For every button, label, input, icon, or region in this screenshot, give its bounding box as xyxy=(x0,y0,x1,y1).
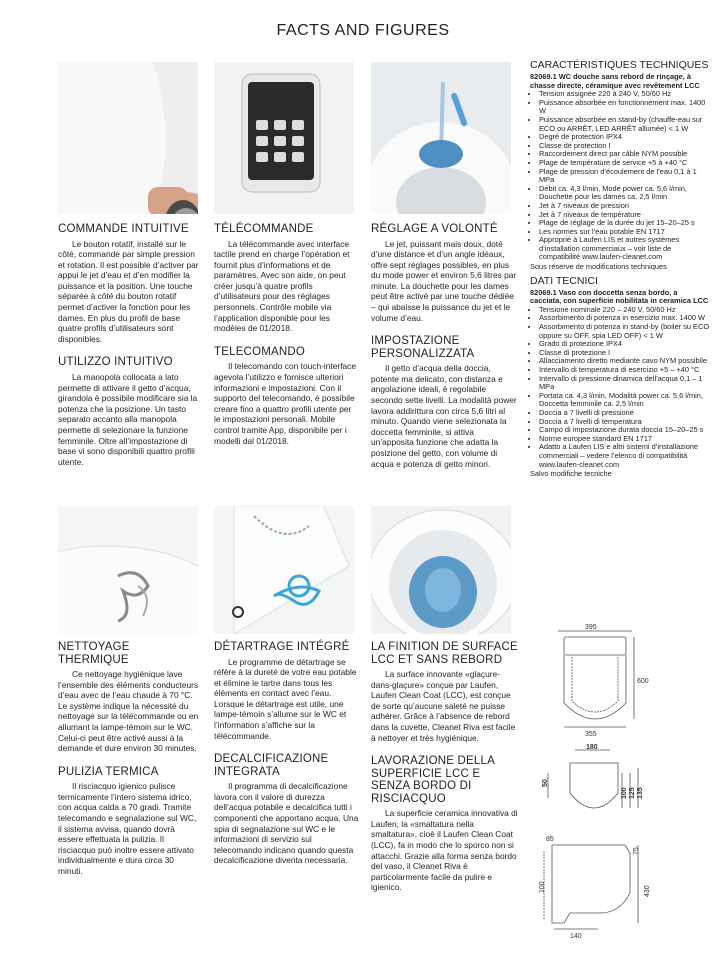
list-item: • Degré de protection IPX4 xyxy=(539,133,710,142)
section-text: Ce nettoyage hygiénique lave l’ensemble des éléments conducteurs d’eau avec de l’eau chaude à 70 °C. Le système indique la nécessité du nettoyage sur la télécommande ou en allumant la lampe-témoin sur le WC. Celui-ci peut être activé aussi à la demande et dure environ 30 minutes. xyxy=(58,669,199,754)
descaling-photo xyxy=(214,506,354,634)
section-title: PULIZIA TERMICA xyxy=(58,765,159,778)
dim-180: 180 xyxy=(586,744,598,751)
technical-specs xyxy=(530,60,710,479)
list-item: • Classe de protection I xyxy=(539,142,710,151)
section-text: La surface innovante «glaçure-dans-glaçure» conçue par Laufen, Laufen Clean Coat (LCC), est conçue de sorte qu’aucune saleté ne puisse adhérer. Grâce à l’absence de rebord dans la cuvette, Cleanet Riva est facile à nettoyer et très hygiénique. xyxy=(371,669,516,743)
list-item: • Classe di protezione I xyxy=(539,349,710,358)
section-text: Il programma di decalcificazione lavora con il valore di durezza dell’acqua potabile e decalcifica tutti i componenti che apportano acqua. Una spia di segnalazione sul WC e le informazioni di servizio sul telecomando indicano quando questa decalcificazione diventa necessaria. xyxy=(214,781,359,866)
spray-jet-illustration xyxy=(371,62,511,214)
section-text: La manopola collocata a lato permette di attivare il getto d’acqua, girandola è possibile modificare sia la potenza che la posizione. Un tasto separato accanto alla manopola permette di selezionare la funzione femminile. Oltre all’impostazione di base vi sono disponibili quattro profili utente. xyxy=(58,371,198,467)
col1-bottom xyxy=(58,641,200,877)
list-item: • Norme europee standard EN 1717 xyxy=(539,435,710,444)
dim-75: 75 xyxy=(633,847,640,855)
spray-jet-photo xyxy=(371,62,511,214)
specs-list-fr xyxy=(530,90,710,262)
section-text: Le programme de détartrage se réfère à la dureté de votre eau potable et élimine le tartre dans tous les éléments en contact avec l’eau. Lorsque le détartrage est utile, une lampe-témoin s’allume sur le WC et l’information s’affiche sur la télécommande. xyxy=(214,656,357,741)
list-item: • Allacciamento diretto mediante cavo NYM possibile xyxy=(539,357,710,366)
lcc-surface-illustration xyxy=(371,506,511,634)
list-item: • Assorbimento di potenza in esercizio max. 1400 W xyxy=(539,314,710,323)
dim-w-top: 395 xyxy=(585,624,597,631)
specs-sub-it: 82069.1 Vaso con doccetta senza bordo, a cacciata, con superficie nobilitata in ceramica LCC xyxy=(530,287,709,306)
list-item: • Doccia a 7 livelli di temperatura xyxy=(539,418,710,427)
descaling-illustration xyxy=(214,506,354,634)
rotary-knob-photo xyxy=(58,62,198,214)
list-item: • Grado di protezione IPX4 xyxy=(539,340,710,349)
section-title: COMMANDE INTUITIVE xyxy=(58,223,189,235)
specs-sub-fr: 82069.1 WC douche sans rebord de rinçage, à chasse directe, céramique avec revêtement LCC xyxy=(530,72,700,90)
list-item: • Intervallo di temperatura di esercizio +5 – +40 °C xyxy=(539,366,710,375)
col2-bottom xyxy=(214,641,360,866)
list-item: • Assorbimento di potenza in stand-by (boiler su ECO oppure su OFF, spia LED OFF) < 1 W xyxy=(539,323,710,340)
list-item: • Campo di impostazione durata doccia 15–20–25 s xyxy=(539,426,710,435)
list-item: • Jet à 7 niveaux de pression xyxy=(539,202,710,211)
rotary-knob-illustration xyxy=(58,62,198,214)
section-title: RÉGLAGE A VOLONTÉ xyxy=(371,223,498,235)
section-title: TÉLÉCOMMANDE xyxy=(214,223,314,235)
section-text: Le bouton rotatif, installé sur le côté, commande par simple pression et rotation. Il est possible d’activer par appui le jet d’eau et d’en modifier la puissance et la position. Une touche séparée à côté du bouton rotatif permet d’activer la fonction pour les dames. En plus du profil de base quatre profils d’utilisateurs sont disponibles. xyxy=(58,238,199,344)
dim-50: 50 xyxy=(542,779,549,787)
specs-note-fr: Sous réserve de modifications techniques xyxy=(530,262,667,272)
section-text: La télécommande avec interface tactile prend en charge l’opération et fournit plus d’informations et de paramètres. Avec son aide, on peut créer jusqu’à quatre profils d’utilisateurs pour des réglages personnels. Contrôle mobile via l’application disponible pour les modèles de 01/2018. xyxy=(214,238,350,334)
dim-depth: 600 xyxy=(637,678,649,685)
technical-drawing xyxy=(530,623,710,953)
section-text: Il getto d’acqua della doccia, potente ma delicato, con distanza e angolazione ideali, è regolabile secondo sette livelli. La modalità power lavora addirittura con circa 5,6 litri al minuto. Quando viene selezionata la doccetta femminile, si attiva un’apposita funzione che adatta la posizione del getto, con volume di acqua e potenza di getto minori. xyxy=(371,363,517,469)
section-title: DECALCIFICAZIONE INTEGRATA xyxy=(214,753,329,778)
dim-85: 85 xyxy=(546,836,554,843)
side-view xyxy=(544,845,638,929)
dim-125: 125 xyxy=(629,787,636,799)
specs-title-it: DATI TECNICI xyxy=(530,274,598,287)
section-title: TELECOMANDO xyxy=(214,345,306,358)
specs-list-it xyxy=(530,306,710,469)
thermal-clean-photo xyxy=(58,506,198,634)
col3-bottom xyxy=(371,641,519,893)
specs-title-fr: CARACTÉRISTIQUES TECHNIQUES xyxy=(530,59,709,71)
col2-top xyxy=(214,223,360,446)
list-item: • Jet à 7 niveaux de température xyxy=(539,211,710,220)
dim-100b: 100 xyxy=(539,881,546,893)
top-view xyxy=(558,631,634,727)
section-text: Il risciacquo igienico pulisce termicamente l’intero sistema idrico, con acqua calda a 70 gradi. Tramite telecomando e segnalazione sul WC, il sistema avvisa, quando dovrà essere effettuata la pulizia. Il risciacquo può inoltre essere attivato individualmente e dura circa 30 minuti. xyxy=(58,781,197,876)
dim-430: 430 xyxy=(644,885,651,897)
list-item: • Raccordement direct par câble NYM possible xyxy=(539,150,710,159)
col3-top xyxy=(371,223,519,469)
list-item: • Puissance absorbée en stand-by (chauffe-eau sur ECO ou ARRÊT, LED ARRÊT allumée) < 1 W xyxy=(539,116,710,133)
list-item: • Doccia a 7 livelli di pressione xyxy=(539,409,710,418)
list-item: • Adatto a Laufen LIS e altri sistemi d’installazione commerciali – vedere l’elenco di compatibilità www.laufen-cleanet.com xyxy=(539,443,710,469)
remote-control-photo xyxy=(214,62,354,214)
section-text: Il telecomando con touch-interface agevola l’utilizzo e fornisce ulteriori informazioni e impostazioni. Con il supporto del telecomando, è possibile creare fino a quattro profili utente per le impostazioni personali. Mobile control tramite App, disponibile per i modelli dal 01/2018. xyxy=(214,361,357,446)
section-title: UTILIZZO INTUITIVO xyxy=(58,356,173,369)
dim-135: 135 xyxy=(637,787,644,799)
section-title: NETTOYAGE THERMIQUE xyxy=(58,641,130,666)
list-item: • Portata ca. 4,3 l/min, Modalità power ca. 5,6 l/min, Doccetta femminile ca. 2,5 l/min xyxy=(539,392,710,409)
list-item: • Plage de température de service +5 à +40 °C xyxy=(539,159,710,168)
remote-control-illustration xyxy=(214,62,354,214)
section-text: Le jet, puissant mais doux, doté d’une distance et d’un angle idéaux, offre sept réglages possibles, en plus du mode power et environ 5,6 litres par minute. La douchette pour les dames peut être activé par une touche dédiée – qui abaisse la puissance du jet et le volume d’eau. xyxy=(371,238,517,323)
list-item: • Les normes sur l’eau potable EN 1717 xyxy=(539,228,710,237)
list-item: • Tension assignée 220 à 240 V, 50/60 Hz xyxy=(539,90,710,99)
thermal-clean-illustration xyxy=(58,506,198,634)
col1-top xyxy=(58,223,200,467)
list-item: • Puissance absorbée en fonctionnement max. 1400 W xyxy=(539,99,710,116)
list-item: • Plage de réglage de la durée du jet 15–20–25 s xyxy=(539,219,710,228)
list-item: • Intervallo di pressione dinamica dell’acqua 0,1 – 1 MPa xyxy=(539,375,710,392)
dim-100a: 100 xyxy=(621,787,628,799)
section-title: LAVORAZIONE DELLA SUPERFICIE LCC E SENZA BORDO DI RISCIACQUO xyxy=(371,755,495,805)
section-text: La superficie ceramica innovativa di Laufen, la «smaltatura nella smaltatura», cioè il Laufen Clean Coat (LCC), fa in modo che lo sporco non si attacchi. Grazie alla forma senza bordo del vaso, il Cleanet Riva è particolarmente facile da pulire e igienico. xyxy=(371,808,518,893)
list-item: • Débit ca. 4,3 l/min, Mode power ca. 5,6 l/min, Douchette pour les dames ca. 2,5 l/min xyxy=(539,185,710,202)
section-title: LA FINITION DE SURFACE LCC ET SANS REBORD xyxy=(371,641,518,666)
lcc-surface-photo xyxy=(371,506,511,634)
list-item: • Tensione nominale 220 – 240 V, 50/60 Hz xyxy=(539,306,710,315)
page-title: FACTS AND FIGURES xyxy=(276,22,450,39)
section-title: DÉTARTRAGE INTÉGRÉ xyxy=(214,641,350,653)
dim-w-bottom: 355 xyxy=(585,731,597,738)
dim-140: 140 xyxy=(570,933,582,940)
section-title: IMPOSTAZIONE PERSONALIZZATA xyxy=(371,335,475,360)
specs-note-it: Salvo modifiche tecniche xyxy=(530,469,612,479)
list-item: • Plage de pression d’écoulement de l’eau 0,1 à 1 MPa xyxy=(539,168,710,185)
list-item: • Approprié à Laufen LIS et autres systèmes d’installation commerciaux – voir liste de compatibilité www.laufen-cleanet.com xyxy=(539,236,710,262)
